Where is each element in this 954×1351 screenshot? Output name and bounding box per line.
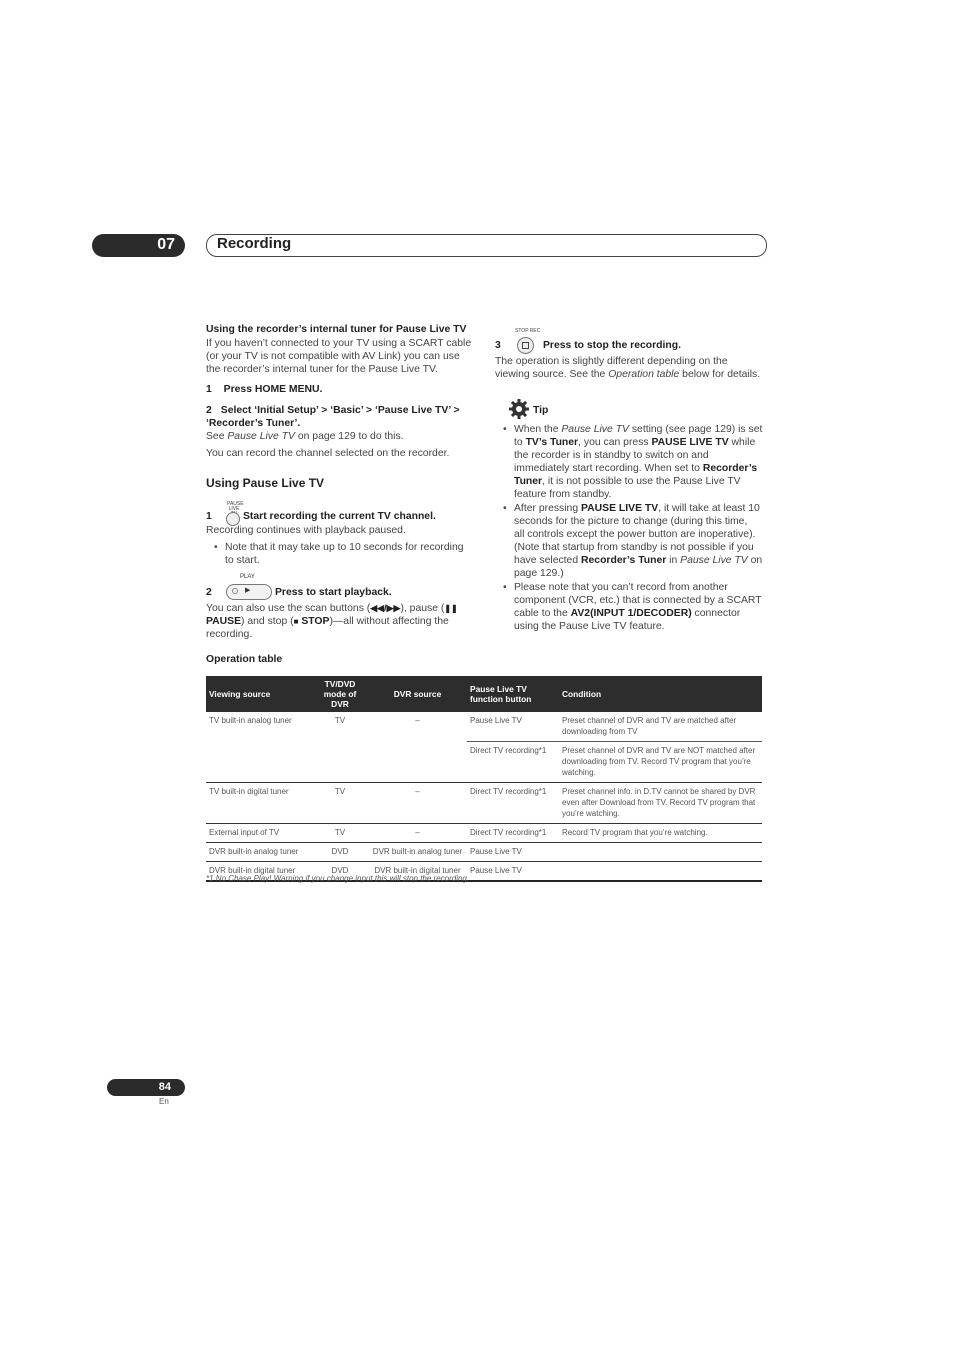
play-icon: ▶: [245, 587, 251, 594]
cell-button: Direct TV recording*1: [467, 824, 559, 843]
t: ), pause (: [400, 603, 445, 614]
step-number: 2: [206, 587, 212, 598]
cell-mode: DVD: [312, 843, 368, 862]
play-label: PLAY: [240, 574, 255, 580]
cell-mode: TV: [312, 783, 368, 824]
table-row: [206, 742, 762, 783]
table-row: [206, 824, 762, 843]
table-header-row: [206, 676, 762, 712]
circle-icon: [232, 588, 238, 594]
t: the recorder is in standby to switch on and: [514, 450, 709, 461]
step-text: Press to start playback.: [275, 587, 392, 598]
cell-dvr-source: [368, 742, 467, 783]
cell-source: [206, 742, 312, 783]
t: setting (see page 129) is set: [628, 424, 763, 435]
stop-icon: ■: [293, 617, 299, 626]
operation-table: [206, 676, 762, 882]
cell-dvr-source: –: [368, 783, 467, 824]
table-row: [206, 712, 762, 742]
cell-source: TV built-in analog tuner: [209, 716, 292, 725]
t: connector: [691, 608, 741, 619]
t: component (VCR, etc.) that is connected by a SCART: [514, 595, 762, 606]
stop-rec-label: STOP REC: [515, 328, 541, 334]
step-start-recording: [206, 511, 212, 522]
step-number: 1: [206, 511, 212, 522]
t: seconds for the picture to change (during this time,: [514, 516, 748, 527]
pause-label-1: PAUSE: [227, 501, 244, 507]
tuner-heading: Using the recorder’s internal tuner for Pause Live TV: [206, 324, 467, 335]
page-number: 84: [158, 1081, 171, 1093]
step-number: 2: [206, 405, 212, 416]
scan-icon: ◀◀/▶▶: [370, 603, 401, 613]
t: TV’s Tuner: [525, 437, 579, 448]
channel-note: You can record the channel selected on the recorder.: [206, 448, 450, 459]
t: using the Pause Live TV feature.: [514, 621, 665, 632]
cell-button: Pause Live TV: [467, 862, 559, 882]
t: viewing source. See the: [495, 369, 609, 380]
t: You can also use the scan buttons (: [206, 603, 371, 614]
col-header: [467, 676, 559, 712]
pause-icon: ❚❚: [444, 604, 458, 613]
t: Recorder’s Tuner: [581, 555, 667, 566]
cell-source: DVR built-in analog tuner: [206, 843, 312, 862]
t: Operation table: [608, 369, 680, 380]
step-text: Select ‘Initial Setup’ > ‘Basic’ > ‘Pause Live TV’ >: [220, 405, 460, 416]
step-body: Recording continues with playback paused.: [206, 525, 406, 536]
t: immediately start recording. When set to: [514, 463, 703, 474]
chapter-title: Recording: [217, 235, 292, 252]
t: Viewing source: [209, 689, 271, 699]
cell-button: Direct TV recording*1: [467, 742, 559, 783]
pause-word: PAUSE: [206, 616, 242, 627]
tuner-intro-line: (or your TV is not compatible with AV Link) you can use: [206, 351, 460, 362]
t: recording.: [206, 629, 253, 640]
bullet-line: to start.: [225, 555, 260, 566]
t: Tuner: [514, 476, 543, 487]
col-header: [206, 676, 312, 712]
t: cable to the: [514, 608, 571, 619]
t: ) and stop (: [241, 616, 294, 627]
t: )—all without affecting the: [329, 616, 449, 627]
t: DVR source: [393, 689, 442, 699]
scan-note: [206, 602, 478, 641]
t: function button: [470, 694, 532, 704]
cell-mode: TV: [312, 824, 368, 843]
bullet-item: • Note that it may take up to 10 seconds for recording to start.: [214, 541, 479, 567]
cell-condition: Preset channel of DVR and TV are NOT matched after downloading from TV. Record TV program that you’re watching.: [559, 742, 762, 783]
step-text: Press HOME MENU.: [223, 384, 323, 395]
stop-word: STOP: [298, 616, 330, 627]
col-header: [559, 676, 762, 712]
cell-dvr-source: –: [368, 824, 467, 843]
t: all controls except the power button are inoperative).: [514, 529, 756, 540]
col-header: [368, 676, 467, 712]
cell-source: DVR built-in digital tuner: [206, 862, 312, 882]
t: below for details.: [679, 369, 761, 380]
t: , it will take at least 10: [658, 503, 760, 514]
t: Pause Live TV: [680, 555, 748, 566]
cell-source: External input of TV: [206, 824, 312, 843]
chapter-title-box: [206, 234, 767, 257]
see-italic: Pause Live TV: [227, 431, 295, 442]
tip-gear-icon: [508, 398, 530, 420]
cell-dvr-source: DVR built-in digital tuner: [368, 862, 467, 882]
play-button-icon: [226, 584, 272, 600]
see-post: on page 129 to do this.: [294, 431, 404, 442]
cell-button: Pause Live TV: [467, 843, 559, 862]
t: PAUSE LIVE TV: [651, 437, 729, 448]
cell-dvr-source: DVR built-in analog tuner: [368, 843, 467, 862]
cell-condition: Record TV program that you’re watching.: [559, 824, 762, 843]
t: , it is not possible to use the Pause Live TV: [542, 476, 741, 487]
chapter-number: 07: [157, 236, 175, 253]
t: mode of DVR: [323, 689, 357, 709]
see-note: [206, 430, 404, 443]
stop-rec-button-icon: [517, 337, 534, 354]
cell-button: Direct TV recording*1: [467, 783, 559, 824]
t: TV/DVD: [324, 679, 356, 689]
page-number-badge: [107, 1079, 185, 1096]
table-row: [206, 843, 762, 862]
step-number: 3: [495, 340, 501, 351]
t: Please note that you can’t record from another: [514, 582, 728, 593]
stop-square-icon: [522, 342, 529, 349]
cell-mode: TV: [334, 716, 346, 725]
t: When the: [514, 424, 562, 435]
see-pre: See: [206, 431, 228, 442]
step-text: Press to stop the recording.: [543, 340, 681, 351]
tip-label: Tip: [533, 405, 549, 416]
cell-mode: DVD: [312, 862, 368, 882]
cell-source: TV built-in digital tuner: [206, 783, 312, 824]
t: Pause Live TV: [470, 684, 527, 694]
tip-bullet-1: • When the Pause Live TV setting (see page 129) is set to TV’s Tuner, you can press PAUSE LIVE TV while the recorder is in standby to switch on and immediately start recording. When set to Recorder’s Tuner, it is not possible to use the Pause Live TV feature from standby.: [503, 423, 768, 501]
t: Condition: [562, 689, 602, 699]
t: feature from standby.: [514, 489, 612, 500]
t: Pause Live TV: [561, 424, 629, 435]
table-footnote: *1 No Chase Play! Warning if you change input this will stop the recording.: [206, 874, 470, 883]
tuner-intro-line: If you haven’t connected to your TV using a SCART cable: [206, 338, 472, 349]
t: to: [514, 437, 526, 448]
t: Recorder’s: [702, 463, 758, 474]
cell-button: Pause Live TV: [470, 716, 522, 725]
table-row: [206, 783, 762, 824]
t: After pressing: [514, 503, 581, 514]
tip-bullet-3: • Please note that you can’t record from another component (VCR, etc.) that is connected by a SCART cable to the AV2(INPUT 1/DECODER) connector using the Pause Live TV feature.: [503, 581, 768, 633]
cell-condition: Preset channel info. in D.TV cannot be shared by DVR even after Download from TV. Record TV program that you’re watching.: [559, 783, 762, 824]
cell-condition: [559, 843, 762, 862]
step-number: 1: [206, 384, 212, 395]
pause-label-2: LIVE: [228, 506, 240, 512]
step-text-cont: ‘Recorder’s Tuner’.: [206, 418, 301, 429]
operation-table-heading: Operation table: [206, 654, 283, 665]
language-code: En: [159, 1097, 169, 1106]
bullet-line: Note that it may take up to 10 seconds for recording: [225, 542, 464, 553]
t: The operation is slightly different depending on the: [495, 356, 728, 367]
step-text: Start recording the current TV channel.: [243, 511, 436, 522]
t: in: [666, 555, 681, 566]
t: while: [728, 437, 756, 448]
t: on: [747, 555, 763, 566]
t: , you can press: [578, 437, 652, 448]
cell-mode: [312, 742, 368, 783]
cell-dvr-source: –: [415, 716, 420, 725]
cell-condition: [559, 862, 762, 882]
s3-body: [495, 355, 760, 381]
cell-condition: Preset channel of DVR and TV are matched after downloading from TV: [562, 716, 737, 736]
t: (Note that startup from standby is not possible if you: [514, 542, 754, 553]
using-heading: Using Pause Live TV: [206, 476, 325, 490]
t: have selected: [514, 555, 582, 566]
tuner-intro: [206, 337, 471, 376]
step-2-select: [206, 404, 460, 430]
tip-bullet-2: • After pressing PAUSE LIVE TV, it will take at least 10 seconds for the picture to change (during this time, all controls except the power button are inoperative). (Note that startup from standby is not possible if you have selected Recorder’s Tuner in Pause Live TV on page 129.): [503, 502, 768, 580]
t: AV2(INPUT 1/DECODER): [570, 608, 692, 619]
tuner-intro-line: the recorder’s internal tuner for the Pause Live TV.: [206, 364, 438, 375]
col-header: [312, 676, 368, 712]
chapter-badge: [92, 234, 185, 257]
t: page 129.): [514, 568, 564, 579]
step-1-home-menu: [206, 384, 322, 395]
t: PAUSE LIVE TV: [581, 503, 659, 514]
